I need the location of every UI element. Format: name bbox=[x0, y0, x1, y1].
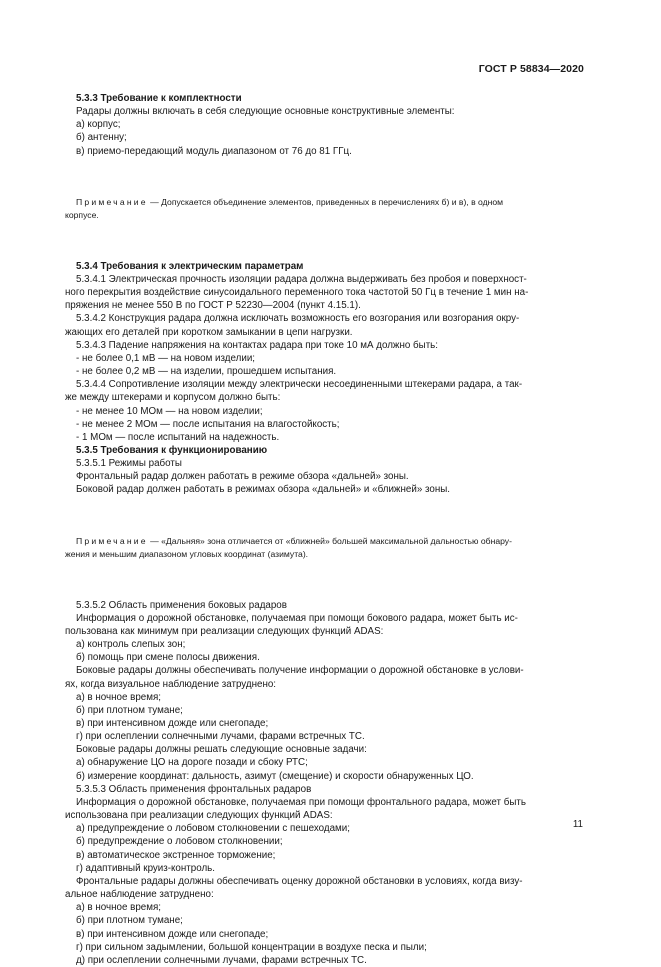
text-line: 5.3.4.1 Электрическая прочность изоляции радара должна выдерживать без пробоя и поверхност- bbox=[76, 273, 527, 285]
text-line: пользована как минимум при реализации следующих функций ADAS: bbox=[65, 625, 384, 637]
page-number: 11 bbox=[572, 819, 583, 830]
text-line: 5.3.4.4 Сопротивление изоляции между электрически несоединенными штекерами радара, а так- bbox=[76, 379, 523, 391]
text-line: - не менее 2 МОм — после испытания на влагостойкость; bbox=[76, 418, 340, 430]
text-line: Информация о дорожной обстановке, получаемая при помощи фронтального радара, может быть bbox=[76, 796, 526, 808]
text-line: же между штекерами и корпусом должно быть: bbox=[65, 392, 281, 404]
note-line bbox=[65, 196, 584, 209]
text-line: а) корпус; bbox=[76, 119, 121, 131]
text-line: Фронтальный радар должен работать в режиме обзора «дальней» зоны. bbox=[76, 471, 409, 483]
text-line: 5.3.4.3 Падение напряжения на контактах радара при токе 10 мА должно быть: bbox=[76, 339, 439, 351]
text-line: жающих его деталей при коротком замыкании в цепи нагрузки. bbox=[65, 326, 353, 338]
text-line: - не менее 10 МОм — на новом изделии; bbox=[76, 405, 263, 417]
text-line: использована при реализации следующих функций ADAS: bbox=[65, 810, 333, 822]
standard-header: ГОСТ Р 58834—2020 bbox=[478, 63, 584, 75]
text-line: Радары должны включать в себя следующие основные конструктивные элементы: bbox=[76, 106, 455, 118]
section-heading: 5.3.3 Требование к комплектности bbox=[76, 93, 242, 104]
text-line: б) измерение координат: дальность, азимут (смещение) и скорости обнаруженных ЦО. bbox=[76, 770, 474, 782]
text-line: а) в ночное время; bbox=[76, 902, 162, 914]
note-label: Примечание bbox=[76, 196, 148, 207]
spacer bbox=[65, 577, 584, 583]
text-line: б) антенну; bbox=[76, 132, 127, 144]
text-line: ного перекрытия воздействие синусоидального переменного тока частотой 50 Гц в течение 1 мин на- bbox=[65, 287, 529, 299]
text-line: б) предупреждение о лобовом столкновении; bbox=[76, 836, 283, 848]
text-line: в) приемо-передающий модуль диапазоном от 76 до 81 ГГц. bbox=[76, 145, 352, 157]
text-line: а) предупреждение о лобовом столкновении с пешеходами; bbox=[76, 823, 350, 835]
note-line bbox=[65, 535, 584, 548]
spacer bbox=[65, 513, 584, 519]
text-line: д) при ослеплении солнечными лучами, фарами встречных ТС. bbox=[76, 954, 367, 966]
text-line: г) адаптивный круиз-контроль. bbox=[76, 862, 216, 874]
text-line: 5.3.5.1 Режимы работы bbox=[76, 458, 182, 470]
text-line: - не более 0,1 мВ — на новом изделии; bbox=[76, 352, 256, 364]
text-line: в) автоматическое экстренное торможение; bbox=[76, 849, 276, 861]
text-line: в) при интенсивном дожде или снегопаде; bbox=[76, 928, 269, 940]
text-line: - 1 МОм — после испытаний на надежность. bbox=[76, 431, 280, 443]
text-line: альное наблюдение затруднено: bbox=[65, 889, 214, 901]
text-line: ях, когда визуальное наблюдение затруднено: bbox=[65, 678, 277, 690]
text-line: Информация о дорожной обстановке, получаемая при помощи бокового радара, может быть ис- bbox=[76, 612, 518, 624]
text-line: г) при сильном задымлении, большой концентрации в воздухе песка и пыли; bbox=[76, 941, 427, 953]
text-line: б) при плотном тумане; bbox=[76, 915, 183, 927]
text-line: - не более 0,2 мВ — на изделии, прошедшем испытания. bbox=[76, 366, 337, 378]
document-body bbox=[65, 92, 584, 967]
note-text: — «Дальняя» зона отличается от «ближней» большей максимальной дальностью обнару- bbox=[147, 535, 512, 546]
text-line: в) при интенсивном дожде или снегопаде; bbox=[76, 718, 269, 729]
section-heading: 5.3.5 Требования к функционированию bbox=[76, 444, 268, 456]
text-line: б) при плотном тумане; bbox=[76, 704, 183, 716]
section-heading: 5.3.4 Требования к электрическим параметрам bbox=[76, 260, 304, 272]
text-line: 5.3.4.2 Конструкция радара должна исключать возможность его возгорания или возгорания окру- bbox=[76, 313, 520, 325]
text-line: а) контроль слепых зон; bbox=[76, 639, 186, 651]
text-line: 5.3.5.3 Область применения фронтальных радаров bbox=[76, 783, 312, 795]
text-line: б) помощь при смене полосы движения. bbox=[76, 652, 260, 664]
text-line: корпусе. bbox=[65, 209, 99, 220]
text-line: Фронтальные радары должны обеспечивать оценку дорожной обстановки в условиях, когда визу- bbox=[76, 875, 523, 887]
text-line: Боковой радар должен работать в режимах обзора «дальней» и «ближней» зоны. bbox=[76, 484, 450, 496]
text-line: 5.3.5.2 Область применения боковых радаров bbox=[76, 599, 287, 611]
note-text: — Допускается объединение элементов, приведенных в перечислениях б) и в), в одном bbox=[147, 196, 504, 207]
note-label: Примечание bbox=[76, 535, 148, 546]
text-line: г) при ослеплении солнечными лучами, фарами встречных ТС. bbox=[76, 731, 365, 743]
spacer bbox=[65, 238, 584, 244]
text-line: пряжения не менее 550 В по ГОСТ Р 52230—2004 (пункт 4.15.1). bbox=[65, 300, 361, 312]
text-line: а) в ночное время; bbox=[76, 691, 162, 703]
text-line: Боковые радары должны обеспечивать получение информации о дорожной обстановке в услови- bbox=[76, 665, 524, 677]
text-line: Боковые радары должны решать следующие основные задачи: bbox=[76, 744, 367, 756]
text-line: а) обнаружение ЦО на дороге позади и сбоку РТС; bbox=[76, 757, 308, 769]
text-line: жения и меньшим диапазоном угловых координат (азимута). bbox=[65, 548, 309, 559]
spacer bbox=[65, 174, 584, 180]
